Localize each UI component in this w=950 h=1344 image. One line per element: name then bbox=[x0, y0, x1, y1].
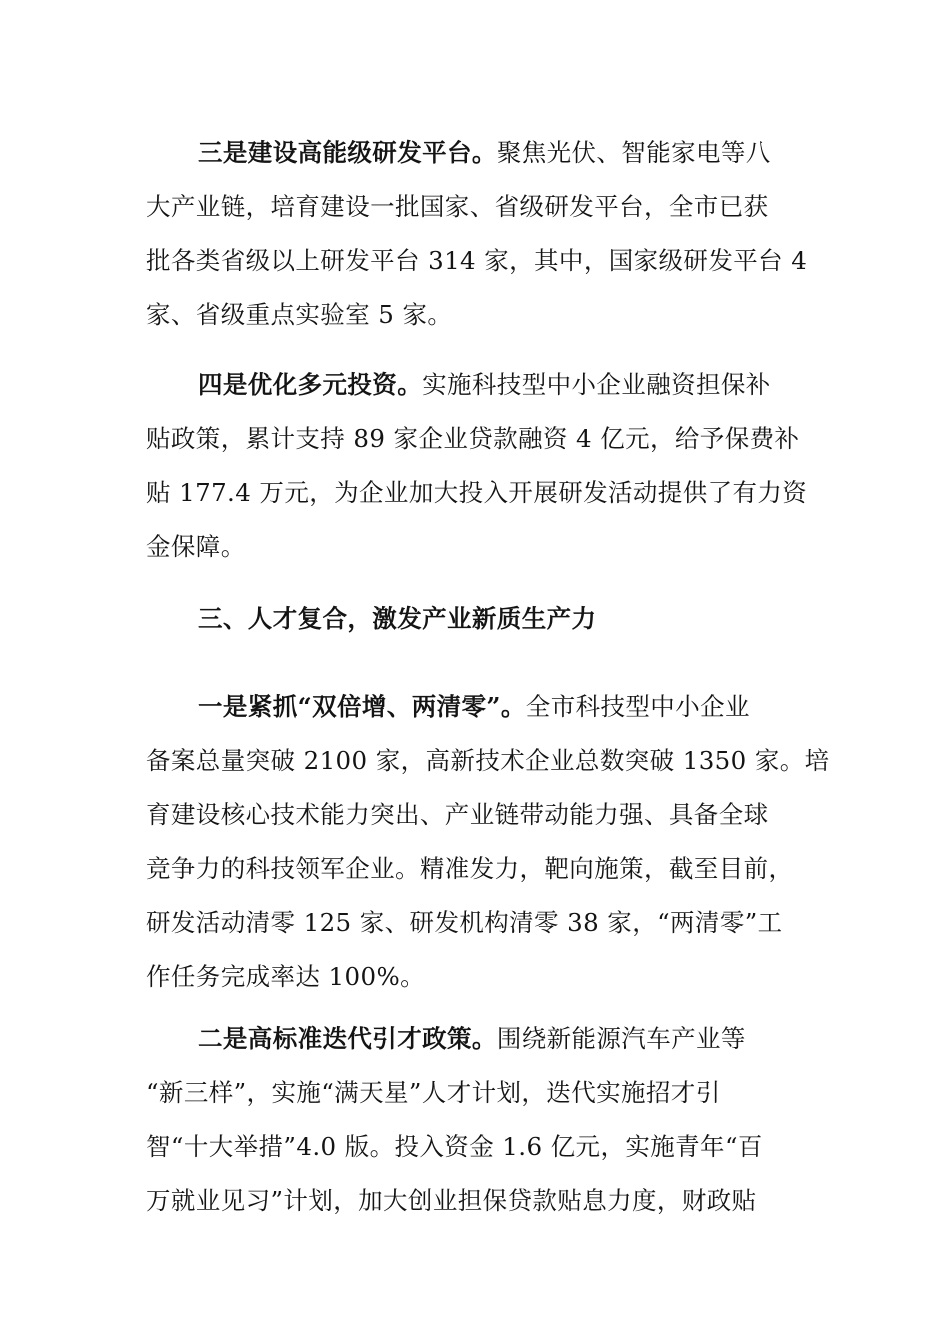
paragraph-line-text: 研发活动清零 125 家、研发机构清零 38 家，“两清零”工 bbox=[146, 908, 783, 937]
paragraph-double-growth bbox=[146, 680, 830, 1004]
paragraph-line-text: 万就业见习”计划，加大创业担保贷款贴息力度，财政贴 bbox=[146, 1186, 757, 1215]
paragraph-first-line bbox=[146, 680, 806, 734]
paragraph-line-text: 围绕新能源汽车产业等 bbox=[496, 1024, 746, 1053]
paragraph-talent-policy bbox=[146, 1012, 806, 1228]
paragraph-lead: 三是建设高能级研发平台。 bbox=[198, 138, 497, 167]
paragraph-first-line bbox=[146, 1012, 806, 1066]
paragraph-lead: 二是高标准迭代引才政策。 bbox=[198, 1024, 497, 1053]
paragraph-line-text: 备案总量突破 2100 家，高新技术企业总数突破 1350 家。培 bbox=[146, 746, 830, 775]
paragraph-lead: 一是紧抓“双倍增、两清零”。 bbox=[198, 692, 526, 721]
paragraph-line-text: 贴政策，累计支持 89 家企业贷款融资 4 亿元，给予保费补 bbox=[146, 424, 800, 453]
paragraph-line-text: “新三样”，实施“满天星”人才计划，迭代实施招才引 bbox=[146, 1078, 721, 1107]
paragraph-line-text: 竞争力的科技领军企业。精准发力，靶向施策，截至目前， bbox=[146, 854, 794, 883]
paragraph-first-line bbox=[146, 358, 806, 412]
paragraph-first-line bbox=[146, 126, 806, 180]
paragraph-line-text: 聚焦光伏、智能家电等八 bbox=[496, 138, 771, 167]
paragraph-diversified-investment bbox=[146, 358, 806, 574]
paragraph-line-text: 作任务完成率达 100%。 bbox=[146, 962, 426, 991]
paragraph-lead: 四是优化多元投资。 bbox=[198, 370, 423, 399]
paragraph-line-text: 智“十大举措”4.0 版。投入资金 1.6 亿元，实施青年“百 bbox=[146, 1132, 763, 1161]
paragraph-line-text: 批各类省级以上研发平台 314 家，其中，国家级研发平台 4 bbox=[146, 246, 808, 275]
paragraph-line-text: 实施科技型中小企业融资担保补 bbox=[422, 370, 771, 399]
paragraph-line-text: 金保障。 bbox=[146, 532, 246, 561]
paragraph-line-text: 家、省级重点实验室 5 家。 bbox=[146, 300, 453, 329]
paragraph-line-text: 育建设核心技术能力突出、产业链带动能力强、具备全球 bbox=[146, 800, 769, 829]
paragraph-line-text: 大产业链，培育建设一批国家、省级研发平台，全市已获 bbox=[146, 192, 769, 221]
paragraph-line-text: 贴 177.4 万元，为企业加大投入开展研发活动提供了有力资 bbox=[146, 478, 808, 507]
section-heading: 三、人才复合，激发产业新质生产力 bbox=[198, 604, 597, 633]
paragraph-line-text: 全市科技型中小企业 bbox=[525, 692, 750, 721]
paragraph-research-platforms bbox=[146, 126, 806, 342]
